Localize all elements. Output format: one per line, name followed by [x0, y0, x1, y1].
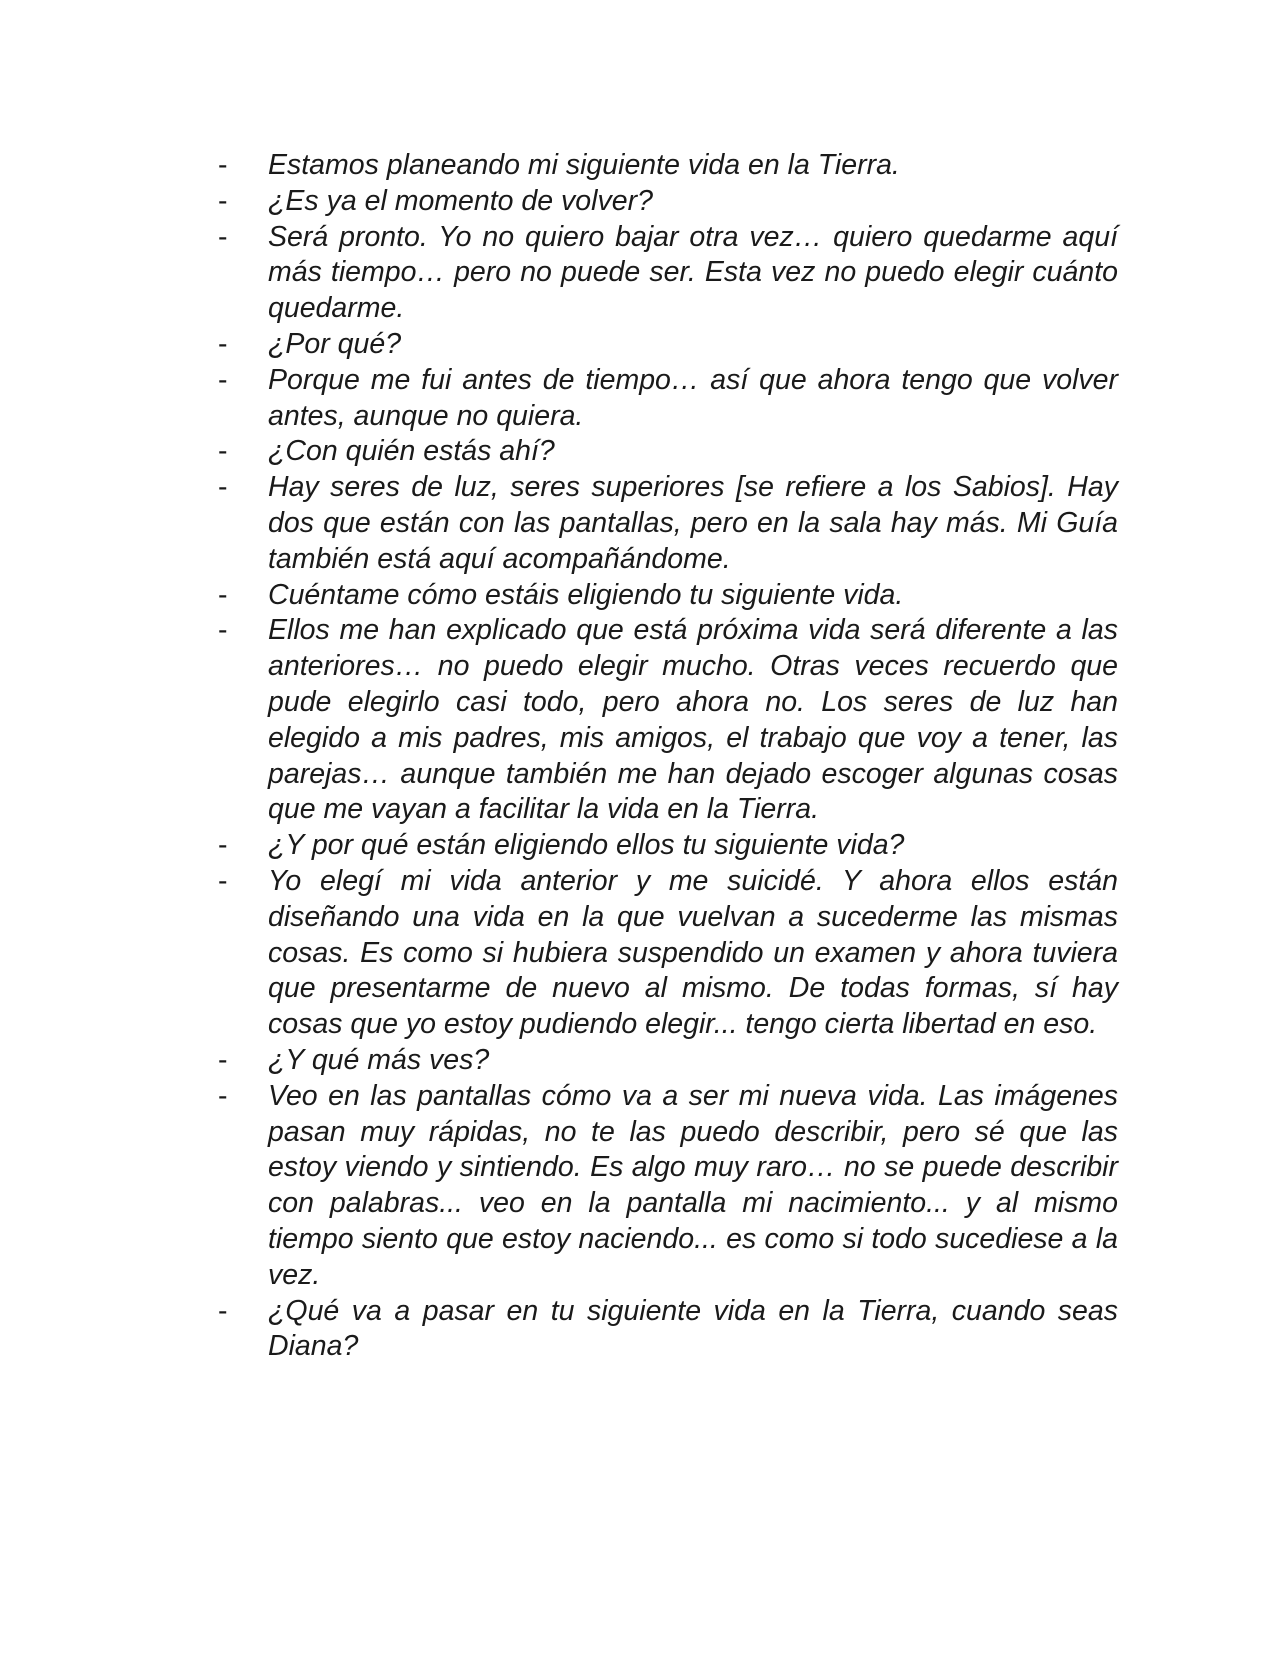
- line-text: Yo elegí mi vida anterior y me suicidé. Y ahora ellos están diseñando una vida en la que vuelvan a sucederme las mismas cosas. Es como si hubiera suspendido un examen y ahora tuviera que presentarme de nuevo al mismo. De todas formas, sí hay cosas que yo estoy pudiendo elegir... tengo cierta libertad en eso.: [268, 864, 1118, 1041]
- line-text: Porque me fui antes de tiempo… así que ahora tengo que volver antes, aunque no quiera.: [268, 363, 1118, 432]
- dialogue-line: [218, 828, 1118, 864]
- dialogue-line: [218, 184, 1118, 220]
- dash-bullet: -: [218, 149, 228, 181]
- dialogue-line: [218, 864, 1118, 1043]
- line-text: ¿Y por qué están eligiendo ellos tu siguiente vida?: [268, 829, 905, 862]
- dialogue-line: [218, 1294, 1118, 1366]
- dialogue-line: [218, 434, 1118, 470]
- dash-bullet: -: [218, 578, 228, 611]
- line-text: ¿Qué va a pasar en tu siguiente vida en la Tierra, cuando seas Diana?: [268, 1294, 1118, 1363]
- line-text: Cuéntame cómo estáis eligiendo tu siguiente vida.: [268, 578, 904, 611]
- line-text: Hay seres de luz, seres superiores [se refiere a los Sabios]. Hay dos que están con las pantallas, pero en la sala hay más. Mi Guía también está aquí acompañándome.: [268, 471, 1118, 575]
- dialogue-line: [218, 470, 1118, 577]
- dash-bullet: -: [218, 471, 228, 504]
- dialogue-line: [218, 220, 1118, 327]
- line-text: ¿Y qué más ves?: [268, 1043, 490, 1076]
- line-text: Estamos planeando mi siguiente vida en la Tierra.: [268, 149, 900, 181]
- dialogue-line: [218, 363, 1118, 435]
- dash-bullet: -: [218, 1294, 228, 1327]
- dialogue-line: [218, 1043, 1118, 1079]
- dialogue-line: [218, 1079, 1118, 1294]
- line-text: ¿Con quién estás ahí?: [268, 435, 555, 468]
- dash-bullet: -: [218, 184, 228, 217]
- line-text: Será pronto. Yo no quiero bajar otra vez… quiero quedarme aquí más tiempo… pero no puede ser. Esta vez no puedo elegir cuánto quedarme.: [268, 220, 1118, 325]
- dash-bullet: -: [218, 829, 228, 862]
- dash-bullet: -: [218, 614, 228, 647]
- dash-bullet: -: [218, 363, 228, 396]
- dialogue-line: [218, 613, 1118, 828]
- dialogue-line: [218, 578, 1118, 614]
- line-text: ¿Por qué?: [268, 327, 402, 360]
- dialogue-line: [218, 148, 1118, 184]
- dash-bullet: -: [218, 435, 228, 468]
- line-text: Ellos me han explicado que está próxima vida será diferente a las anteriores… no puedo elegir mucho. Otras veces recuerdo que pude elegirlo casi todo, pero ahora no. Los seres de luz han elegido a mis padres, mis amigos, el trabajo que voy a tener, las parejas… aunque también me han dejado escoger algunas cosas que me vayan a facilitar la vida en la Tierra.: [268, 614, 1118, 826]
- dialogue-line: [218, 327, 1118, 363]
- dash-bullet: -: [218, 1043, 228, 1076]
- line-text: Veo en las pantallas cómo va a ser mi nueva vida. Las imágenes pasan muy rápidas, no te las puedo describir, pero sé que las estoy viendo y sintiendo. Es algo muy raro… no se puede describir con palabras... veo en la pantalla mi nacimiento... y al mismo tiempo siento que estoy naciendo... es como si todo sucediese a la vez.: [268, 1079, 1118, 1291]
- line-text: ¿Es ya el momento de volver?: [268, 184, 653, 217]
- dash-bullet: -: [218, 220, 228, 253]
- dialogue-list: [218, 148, 1118, 1365]
- dash-bullet: -: [218, 327, 228, 360]
- dash-bullet: -: [218, 864, 228, 897]
- dash-bullet: -: [218, 1079, 228, 1112]
